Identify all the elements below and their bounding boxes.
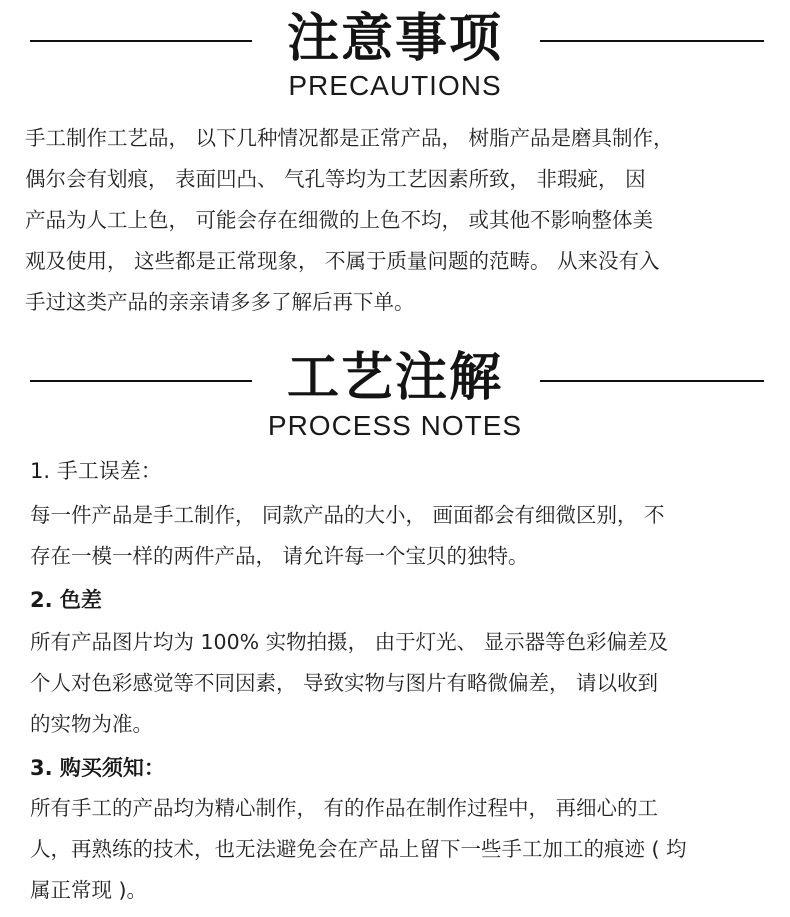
precautions-header: [0, 0, 790, 110]
process-notes-subtitle: PROCESS NOTES: [267, 410, 523, 441]
precautions-title: 注意事项: [286, 9, 503, 69]
note-text-hand-error: 每一件产品是手工制作， 同款产品的大小， 画面都会有细微区别， 不 存在一模一样的两件产品， 请允许每一个宝贝的独特。: [30, 503, 665, 568]
process-notes-title: 工艺注解: [286, 348, 503, 408]
note-heading-hand-error: 1. 手工误差：: [30, 459, 162, 483]
precautions-subtitle: PRECAUTIONS: [288, 70, 502, 101]
note-heading-purchase-notice: 3. 购买须知：: [30, 756, 165, 780]
process-notes-header: [0, 340, 790, 450]
note-text-color-difference: 所有产品图片均为 100% 实物拍摄， 由于灯光、 显示器等色彩偏差及 个人对色彩感觉等不同因素， 导致实物与图片有略微偏差， 请以收到 的实物为准。: [30, 630, 669, 736]
note-heading-color-difference: 2. 色差: [30, 588, 102, 612]
precautions-text: 手工制作工艺品， 以下几种情况都是正常产品， 树脂产品是磨具制作， 偶尔会有划痕， 表面凹凸、 气孔等均为工艺因素所致， 非瑕疵， 因 产品为人工上色， 可能会存在细微的上色不均， 或其他不影响整体美 观及使用， 这些都是正常现象， 不属于质量问题的范畴。 从来没有入 手过这类产品的亲亲请多多了解后再下单。: [25, 126, 674, 314]
note-text-purchase-notice: 所有手工的产品均为精心制作， 有的作品在制作过程中， 再细心的工 人，再熟练的技术，也无法避免会在产品上留下一些手工加工的痕迹 ( 均 属正常现 )。: [30, 796, 687, 902]
